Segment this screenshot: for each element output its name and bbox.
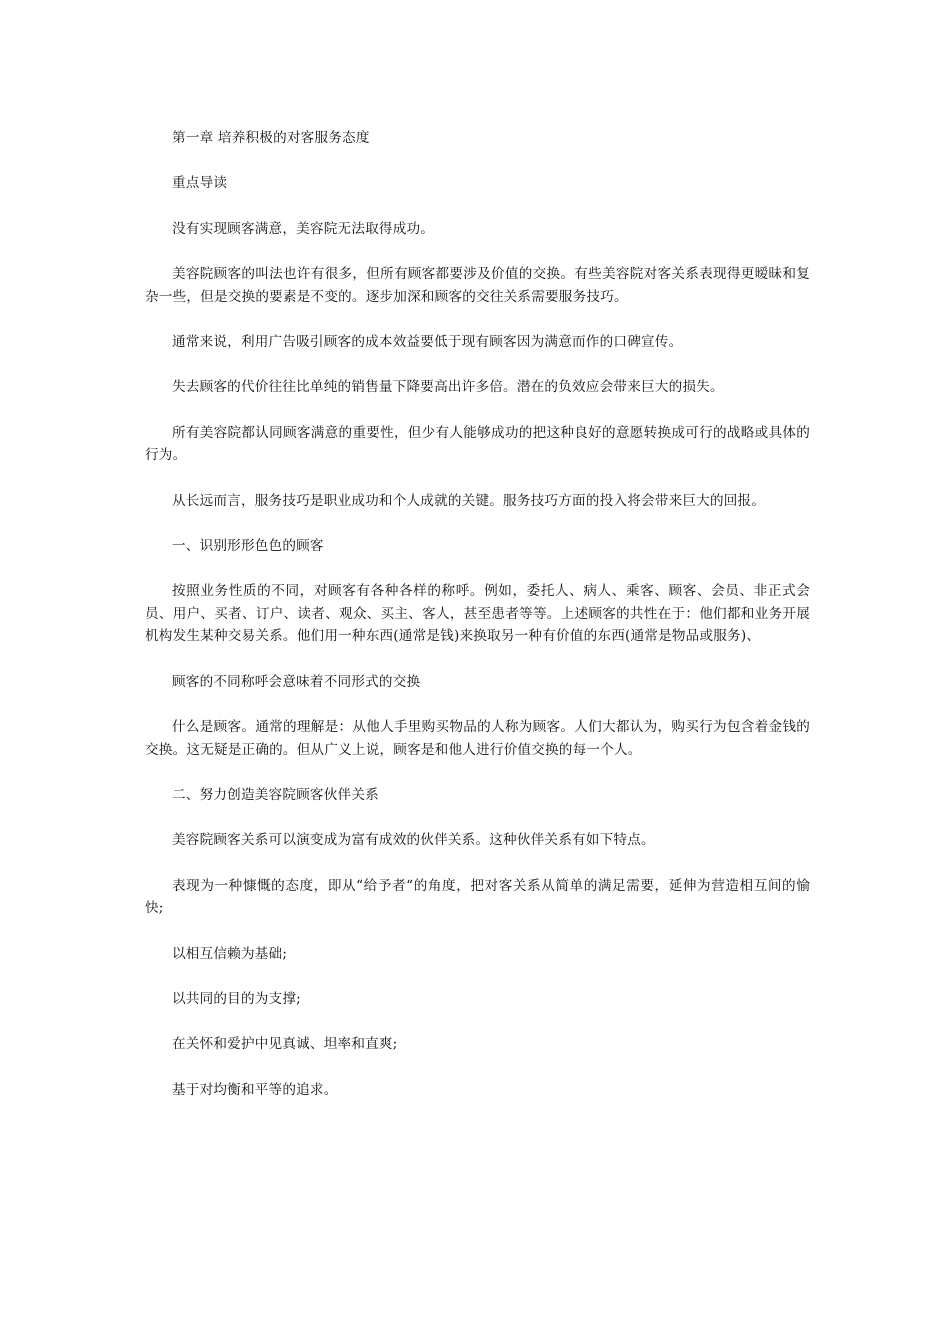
document-body [145,127,810,1124]
section-heading-1: 一、识别形形色色的顾客 [172,538,324,555]
list-item: 以共同的目的为支撑; [172,990,301,1007]
paragraph: 美容院顾客的叫法也许有很多，但所有顾客都要涉及价值的交换。有些美容院对客关系表现得更暧昧和复杂一些，但是交换的要素是不变的。逐步加深和顾客的交往关系需要服务技巧。 [145,266,810,305]
section-heading-2: 二、努力创造美容院顾客伙伴关系 [172,786,379,803]
chapter-title: 第一章 培养积极的对客服务态度 [172,130,370,146]
section-subtitle: 重点导读 [172,175,228,192]
paragraph: 按照业务性质的不同，对顾客有各种各样的称呼。例如，委托人、病人、乘客、顾客、会员、非正式会员、用户、买者、订户、读者、观众、买主、客人，甚至患者等等。上述顾客的共性在于：他们都和业务开展机构发生某种交易关系。他们用一种东西(通常是钱)来换取另一种有价值的东西(通常是物品或服务)、 [145,583,810,645]
list-item: 基于对均衡和平等的追求。 [172,1081,338,1098]
list-item: 以相互信赖为基础; [172,945,288,962]
paragraph: 没有实现顾客满意，美容院无法取得成功。 [172,220,435,237]
paragraph: 失去顾客的代价往往比单纯的销售量下降要高出许多倍。潜在的负效应会带来巨大的损失。 [172,379,724,396]
list-item: 在关怀和爱护中见真诚、坦率和直爽; [172,1036,398,1053]
paragraph: 从长远而言，服务技巧是职业成功和个人成就的关键。服务技巧方面的投入将会带来巨大的回报。 [172,492,766,509]
paragraph: 表现为一种慷慨的态度，即从“给予者“的角度，把对客关系从简单的满足需要，延伸为营造相互间的愉快; [145,877,810,917]
paragraph: 顾客的不同称呼会意味着不同形式的交换 [172,673,421,690]
paragraph: 通常来说，利用广告吸引顾客的成本效益要低于现有顾客因为满意而作的口碑宣传。 [172,334,683,351]
paragraph: 美容院顾客关系可以演变成为富有成效的伙伴关系。这种伙伴关系有如下特点。 [172,832,655,849]
paragraph: 所有美容院都认同顾客满意的重要性，但少有人能够成功的把这种良好的意愿转换成可行的战略或具体的行为。 [145,424,810,464]
paragraph: 什么是顾客。通常的理解是：从他人手里购买物品的人称为顾客。人们大都认为，购买行为包含着金钱的交换。这无疑是正确的。但从广义上说，顾客是和他人进行价值交换的每一个人。 [145,719,810,758]
